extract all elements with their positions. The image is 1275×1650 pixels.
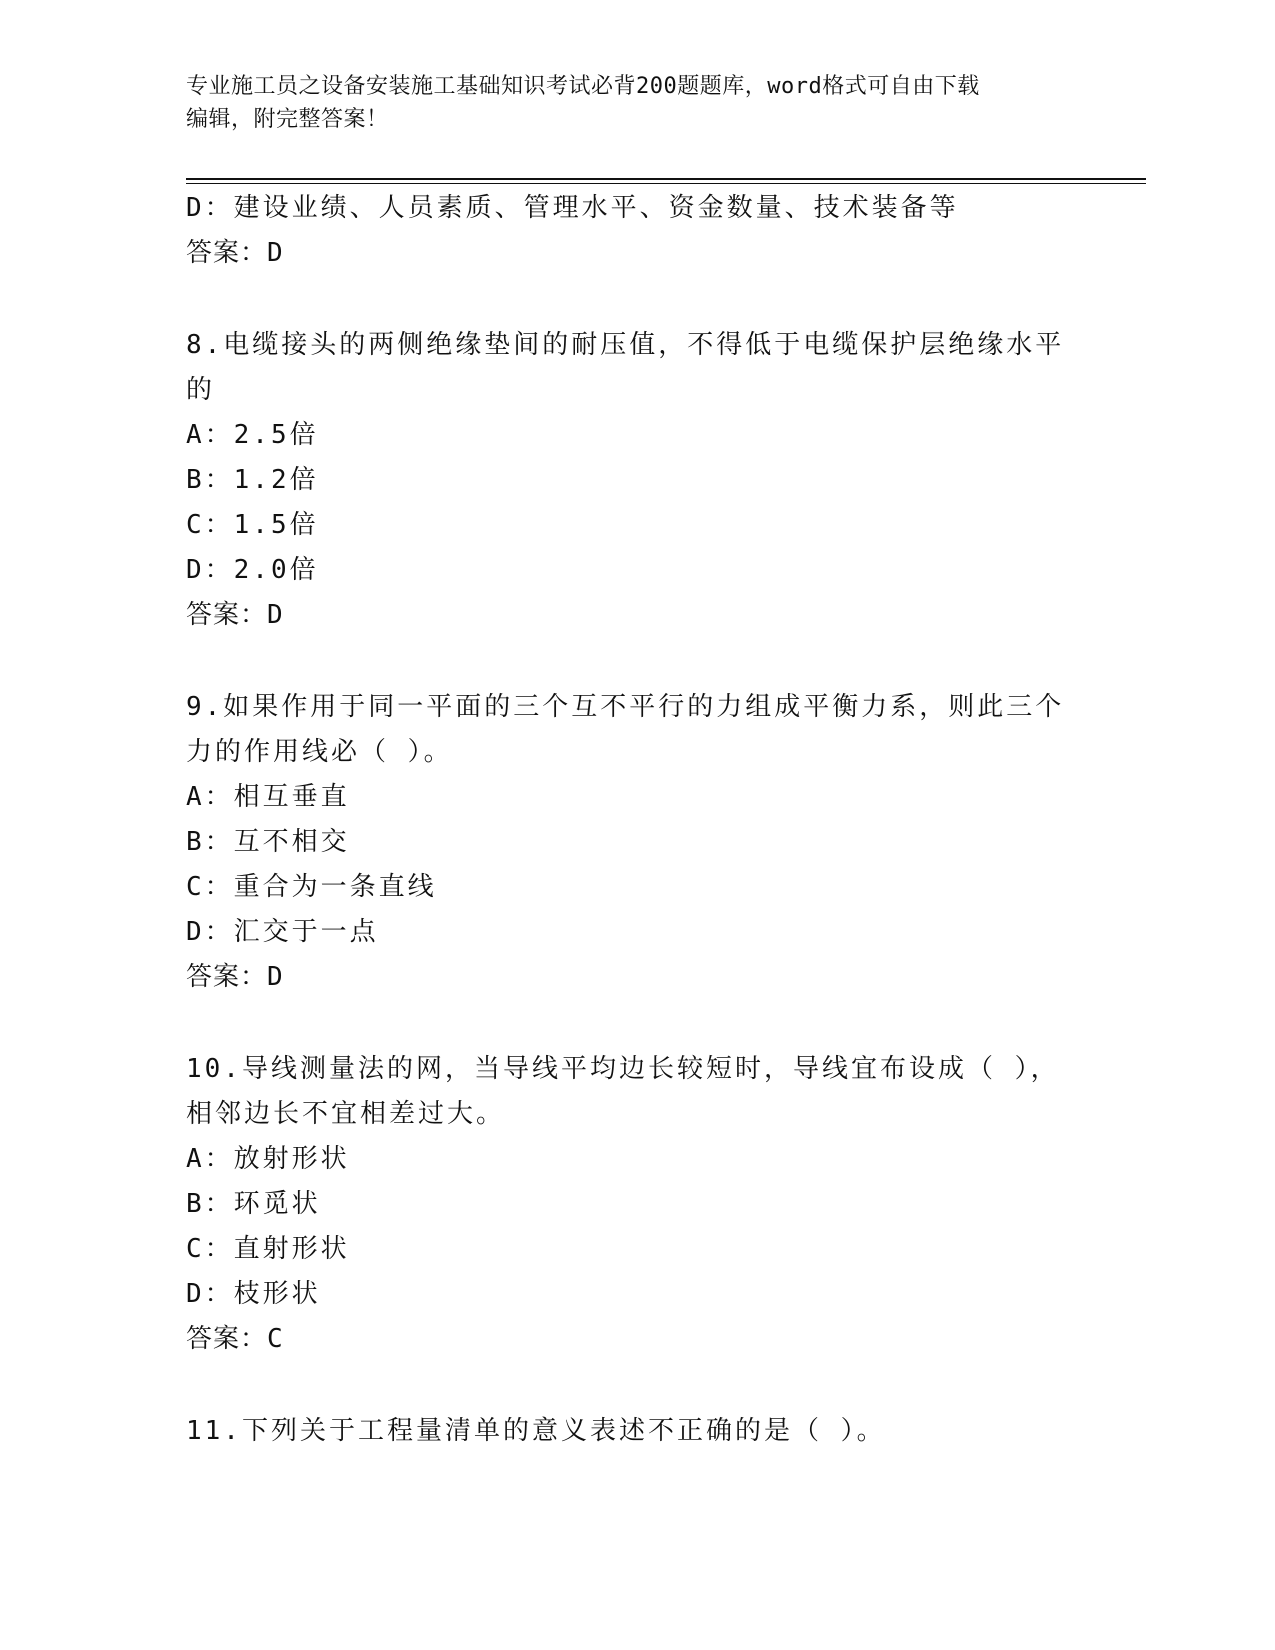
answer-label: 答案： <box>186 600 268 630</box>
question-text-line-2: 的 <box>186 375 216 405</box>
answer-line <box>186 955 1086 1000</box>
spacer <box>186 276 1086 323</box>
question-text-line-1: 9.如果作用于同一平面的三个互不平行的力组成平衡力系，则此三个 <box>186 692 1065 722</box>
option-a: A：相互垂直 <box>186 782 350 812</box>
option-c: C：直射形状 <box>186 1234 350 1264</box>
question-11 <box>186 1409 1086 1454</box>
option-c: C：重合为一条直线 <box>186 872 437 902</box>
option-a: A：放射形状 <box>186 1144 350 1174</box>
spacer <box>186 638 1086 685</box>
question-text-line-2: 力的作用线必（ ）。 <box>186 737 453 767</box>
answer-label: 答案： <box>186 1324 268 1354</box>
option-c: C：1.5倍 <box>186 510 319 540</box>
question-9 <box>186 685 1086 1000</box>
option-a: A：2.5倍 <box>186 420 319 450</box>
answer-line <box>186 593 1086 638</box>
option-d: D：2.0倍 <box>186 555 319 585</box>
previous-question-tail <box>186 186 1086 276</box>
question-8 <box>186 323 1086 638</box>
answer-line <box>186 231 1086 276</box>
header-divider-thin <box>186 183 1146 184</box>
answer-value: D <box>267 238 284 268</box>
question-text-line-1: 11.下列关于工程量清单的意义表述不正确的是（ ）。 <box>186 1416 886 1446</box>
question-text-line-2: 相邻边长不宜相差过大。 <box>186 1099 506 1129</box>
question-10 <box>186 1047 1086 1362</box>
header-divider-thick <box>186 178 1146 180</box>
option-b: B：环觅状 <box>186 1189 321 1219</box>
question-list <box>186 186 1086 1454</box>
answer-value: C <box>267 1324 284 1354</box>
question-text-line-1: 10.导线测量法的网，当导线平均边长较短时，导线宜布设成（ ）， <box>186 1054 1060 1084</box>
option-d: D：建设业绩、人员素质、管理水平、资金数量、技术装备等 <box>186 193 959 223</box>
spacer <box>186 1362 1086 1409</box>
option-d: D：枝形状 <box>186 1279 321 1309</box>
option-b: B：互不相交 <box>186 827 350 857</box>
answer-label: 答案： <box>186 962 268 992</box>
spacer <box>186 1000 1086 1047</box>
option-b: B：1.2倍 <box>186 465 319 495</box>
header-title-line-2: 编辑，附完整答案！ <box>186 107 389 132</box>
answer-line <box>186 1317 1086 1362</box>
document-header <box>186 70 1086 136</box>
header-title-line-1: 专业施工员之设备安装施工基础知识考试必背200题题库，word格式可自由下载 <box>186 74 980 99</box>
answer-label: 答案： <box>186 238 268 268</box>
option-d: D：汇交于一点 <box>186 917 379 947</box>
question-text-line-1: 8.电缆接头的两侧绝缘垫间的耐压值，不得低于电缆保护层绝缘水平 <box>186 330 1065 360</box>
answer-value: D <box>267 962 284 992</box>
answer-value: D <box>267 600 284 630</box>
